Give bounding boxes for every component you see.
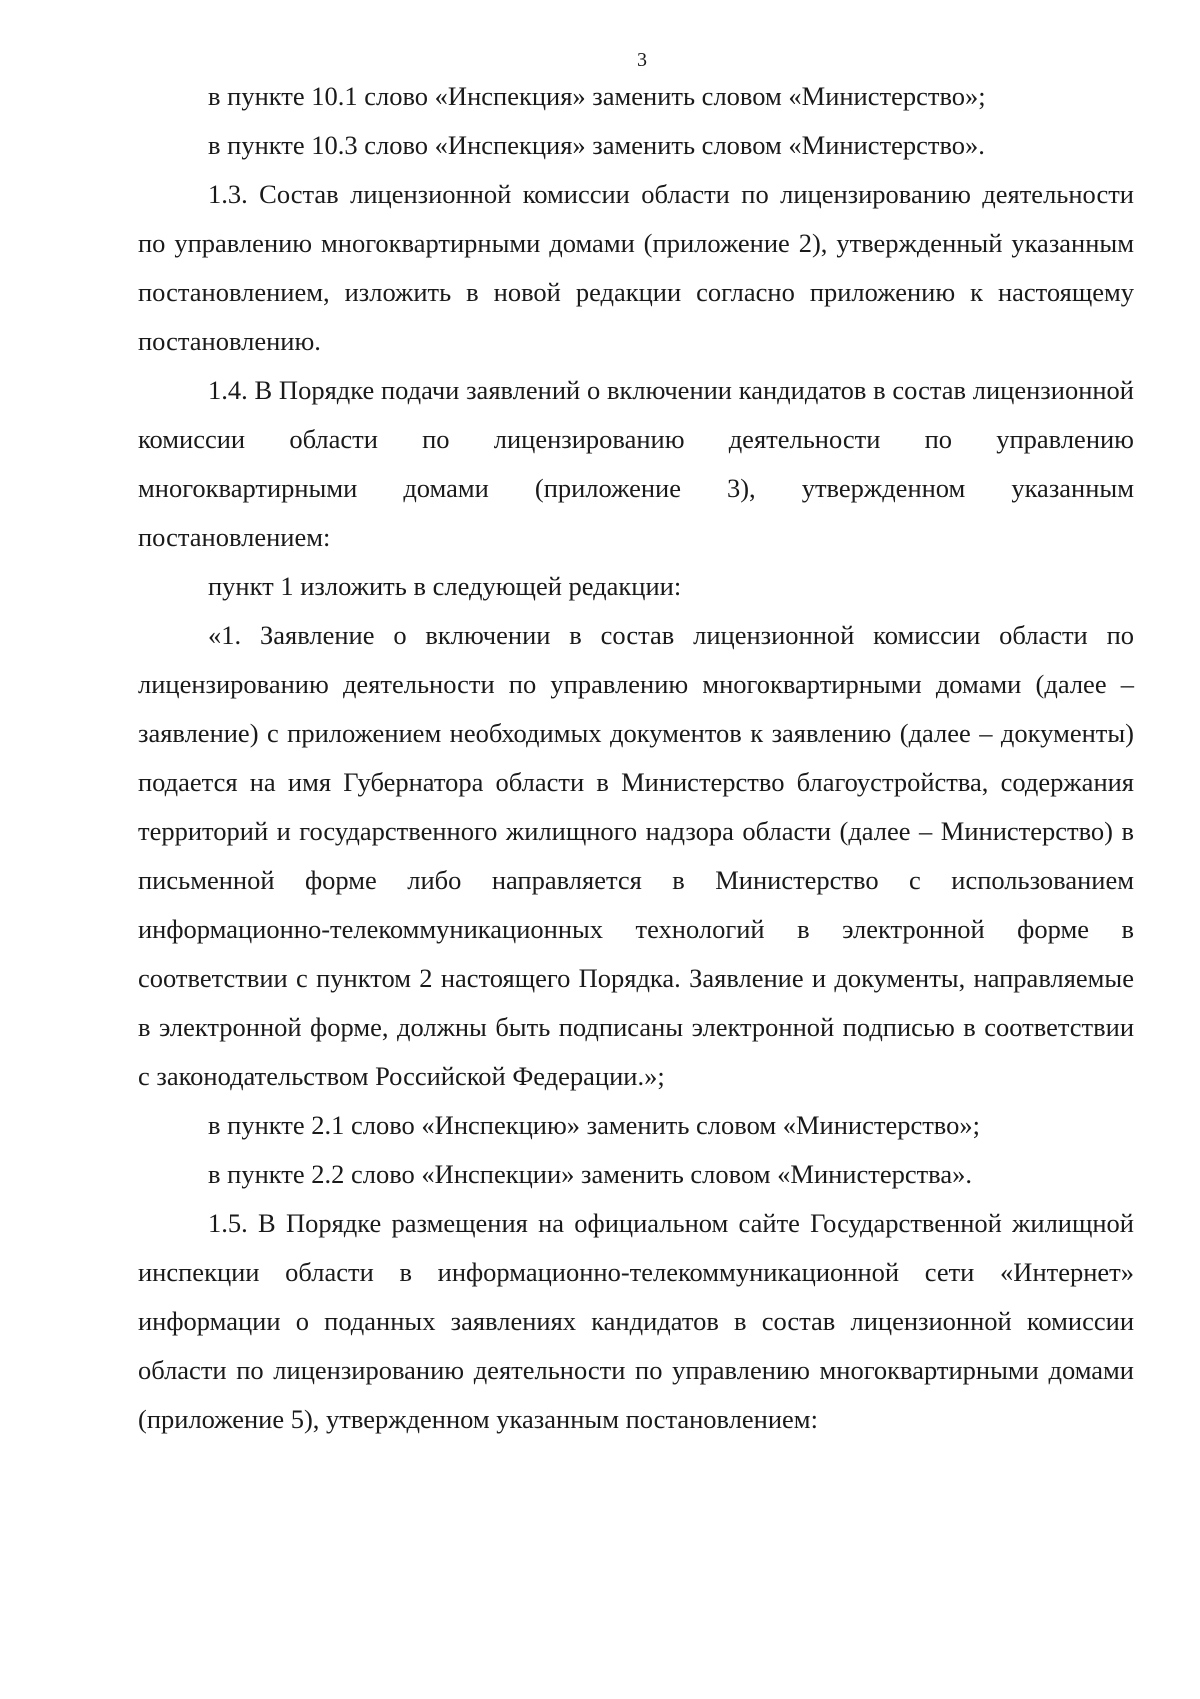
paragraph-section-1-5: 1.5. В Порядке размещения на официальном сайте Государственной жилищной инспекции области в информационно-телекоммуникационной сети «Интернет» информации о поданных заявлениях кандидатов в состав лицензионной комиссии области по лицензированию деятельности по управлению многоквартирными домами (приложение 5), утвержденном указанным постановлением: (138, 1208, 1134, 1434)
paragraph-item-2-2: в пункте 2.2 слово «Инспекции» заменить словом «Министерства». (208, 1159, 972, 1189)
paragraph-item-10-1: в пункте 10.1 слово «Инспекция» заменить словом «Министерство»; (208, 81, 986, 111)
paragraph-section-1-3: 1.3. Состав лицензионной комиссии области по лицензированию деятельности по управлению многоквартирными домами (приложение 2), утвержденный указанным постановлением, изложить в новой редакции согласно приложению к настоящему постановлению. (138, 179, 1134, 356)
paragraph-point-1-intro: пункт 1 изложить в следующей редакции: (208, 571, 682, 601)
document-body (138, 72, 1134, 1444)
paragraph-point-1-text: «1. Заявление о включении в состав лицензионной комиссии области по лицензированию деятельности по управлению многоквартирными домами (далее – заявление) с приложением необходимых документов к заявлению (далее – документы) подается на имя Губернатора области в Министерство благоустройства, содержания территорий и государственного жилищного надзора области (далее – Министерство) в письменной форме либо направляется в Министерство с использованием информационно-телекоммуникационных технологий в электронной форме в соответствии с пунктом 2 настоящего Порядка. Заявление и документы, направляемые в электронной форме, должны быть подписаны электронной подписью в соответствии с законодательством Российской Федерации.»; (138, 620, 1134, 1091)
paragraph-item-2-1: в пункте 2.1 слово «Инспекцию» заменить словом «Министерство»; (208, 1110, 980, 1140)
paragraph-section-1-4: 1.4. В Порядке подачи заявлений о включении кандидатов в состав лицензионной комиссии области по лицензированию деятельности по управлению многоквартирными домами (приложение 3), утвержденном указанным постановлением: (138, 375, 1134, 552)
paragraph-item-10-3: в пункте 10.3 слово «Инспекция» заменить словом «Министерство». (208, 130, 985, 160)
page-number: 3 (637, 49, 647, 71)
